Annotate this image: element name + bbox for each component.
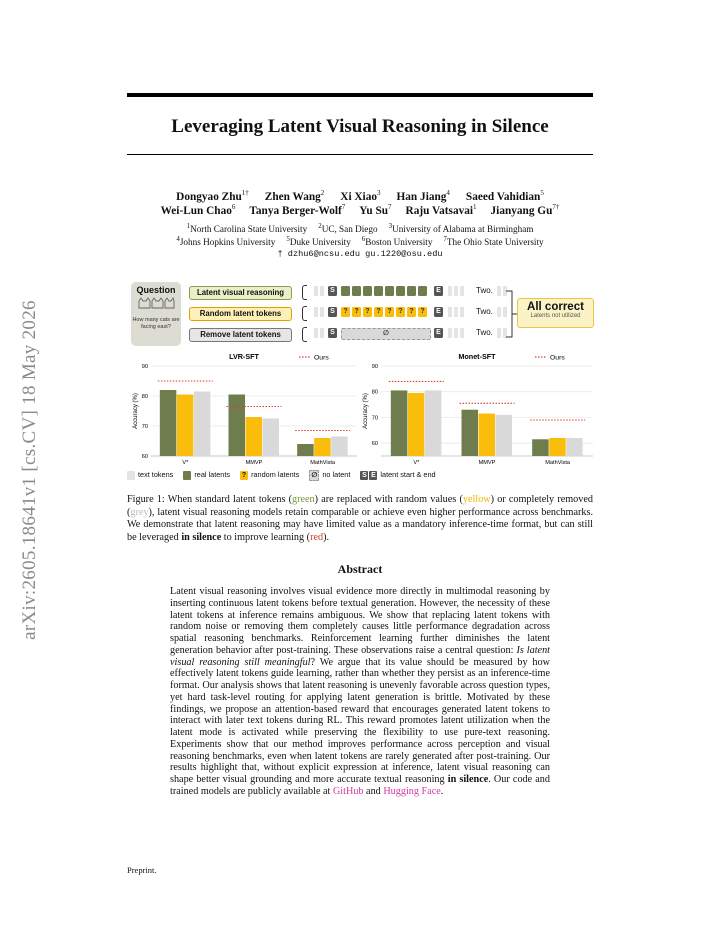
- text-token: [448, 328, 452, 338]
- bar-random-latents: [177, 395, 194, 457]
- preprint-footer: Preprint.: [127, 865, 157, 875]
- title-top-rule: [127, 93, 593, 97]
- y-tick-label: 90: [141, 364, 148, 370]
- row-label: Latent visual reasoning: [189, 286, 292, 300]
- end-token: E: [434, 286, 443, 296]
- cats-icon: [136, 295, 176, 309]
- text-token: [314, 286, 318, 296]
- text-token: [460, 328, 464, 338]
- author-line-1: [127, 189, 593, 203]
- start-token: S: [328, 307, 337, 317]
- affiliation: $^6$Boston University: [361, 235, 433, 248]
- row-answer: Two.: [476, 328, 493, 337]
- row-bracket: [302, 285, 307, 300]
- random-latent-token: ?: [374, 307, 383, 317]
- caption-green: green: [292, 494, 315, 505]
- real-latent-token: [374, 286, 383, 296]
- x-tick-label: V*: [182, 460, 189, 466]
- end-token: E: [434, 328, 443, 338]
- bar-random-latents: [408, 393, 425, 456]
- bar-no-latent: [194, 392, 211, 457]
- figure-legend: [127, 470, 444, 481]
- hugging-face-link[interactable]: Hugging Face: [383, 785, 441, 797]
- caption-yellow: yellow: [462, 494, 491, 505]
- real-latent-token: [418, 286, 427, 296]
- all-correct-subtitle: Latents not utilized: [530, 313, 581, 319]
- all-correct-box: [517, 298, 594, 328]
- x-tick-label: MathVista: [545, 460, 571, 466]
- y-tick-label: 90: [371, 364, 378, 370]
- caption-part: to improve learning (: [221, 531, 311, 543]
- affiliation: $^2$UC, San Diego: [318, 222, 378, 235]
- author: Xi Xiao$^3$: [340, 189, 381, 203]
- caption-part: Figure 1: When standard latent tokens (: [127, 494, 293, 505]
- legend-no-latent-swatch: ∅: [311, 472, 318, 479]
- bar-no-latent: [496, 415, 513, 456]
- text-token: [314, 328, 318, 338]
- text-token: [454, 307, 458, 317]
- bar-no-latent: [425, 390, 442, 456]
- caption-red: red: [310, 531, 324, 543]
- chart-title: LVR-SFT: [229, 352, 259, 361]
- y-tick-label: 80: [141, 394, 148, 400]
- row-bracket: [302, 327, 307, 342]
- legend-text-tokens-swatch: [127, 471, 135, 480]
- caption-part: ), latent visual reasoning models retain comparable or achieve even higher performance across benchmarks. We demonstrate that latent reasoning may have limited value as a mandatory inference-time format, but can still be leveraged: [127, 506, 593, 543]
- abstract-italic: Is latent visual reasoning still meaningful: [170, 644, 551, 668]
- text-token: [320, 328, 324, 338]
- legend-real-latents: real latents: [194, 470, 231, 480]
- real-latent-token: [341, 286, 350, 296]
- text-token: [448, 286, 452, 296]
- affiliations-line-2: [127, 235, 593, 247]
- legend-start-token-swatch: S: [362, 472, 367, 479]
- author: Wei-Lun Chao$^6$: [160, 203, 236, 217]
- bar-random-latents: [246, 417, 263, 456]
- random-latent-token: ?: [396, 307, 405, 317]
- random-latent-token: ?: [407, 307, 416, 317]
- affiliation: $^3$University of Alabama at Birmingham: [388, 222, 534, 235]
- caption-part: ).: [323, 531, 330, 543]
- caption-grey: grey: [130, 506, 149, 518]
- legend-end-token-swatch: E: [371, 472, 376, 479]
- y-axis-label: Accuracy (%): [363, 393, 369, 429]
- legend-start-end: latent start & end: [380, 470, 436, 480]
- row-label: Random latent tokens: [189, 307, 292, 321]
- y-tick-label: 70: [141, 424, 148, 430]
- x-tick-label: MathVista: [310, 460, 336, 466]
- legend-random-latents: random latents: [251, 470, 300, 480]
- real-latent-token: [407, 286, 416, 296]
- text-token: [448, 307, 452, 317]
- abstract-text: . Our code and trained models are publicly available at: [170, 774, 550, 797]
- bar-real-latents: [160, 390, 177, 456]
- random-latent-token: ?: [418, 307, 427, 317]
- affiliation: $^5$Duke University: [286, 235, 351, 248]
- bar-random-latents: [314, 438, 331, 456]
- x-tick-label: MMVP: [245, 460, 263, 466]
- real-latent-token: [363, 286, 372, 296]
- abstract-text: ? We argue that its value should be measured by how effectively latent tokens guide learning, rather than whether they persist as an inference-time format. Our analysis shows that latent reasoning is unevenly favorable across question types, yet hard task-level routing for applying latent generation is brittle. Motivated by these findings, we propose an attention-based reward that encourages generated latent tokens to interact with later text tokens during RL. This reward promotes latent utilization when the latent mode is activated while preserving the flexibility to use pure-text reasoning. Experiments show that our method improves performance across perception and visual reasoning benchmarks, even when latent tokens are rarely generated after post-training. Our results highlight that, without explicit expression at inference, latent visual reasoning can shape better visual grounding and more accurate textual reasoning: [170, 656, 550, 785]
- y-tick-label: 60: [141, 454, 148, 460]
- start-token: S: [328, 286, 337, 296]
- bar-real-latents: [462, 410, 479, 456]
- abstract-heading: Abstract: [337, 562, 383, 576]
- caption-part: ) or completely removed (: [127, 494, 593, 518]
- bar-real-latents: [297, 444, 314, 456]
- author: Jianyang $Gu^{7\dagger}$: [490, 203, 560, 217]
- end-token: E: [434, 307, 443, 317]
- accuracy-charts: [127, 350, 597, 468]
- row-answer: Two.: [476, 307, 493, 316]
- question-box: [131, 282, 181, 346]
- bar-random-latents: [479, 414, 496, 456]
- text-token: [460, 286, 464, 296]
- bar-real-latents: [229, 395, 246, 457]
- empty-latent: ∅: [341, 328, 431, 340]
- bar-no-latent: [566, 438, 583, 456]
- y-tick-label: 60: [371, 441, 378, 448]
- github-link[interactable]: GitHub: [332, 785, 364, 797]
- author-line-2: [127, 203, 593, 217]
- x-tick-label: MMVP: [478, 460, 496, 466]
- text-token: [454, 286, 458, 296]
- x-tick-label: V*: [413, 460, 420, 466]
- y-tick-label: 80: [371, 389, 378, 396]
- all-correct-title: All correct: [527, 301, 584, 313]
- random-latent-token: ?: [352, 307, 361, 317]
- author: Zhen Wang$^2$: [264, 189, 325, 203]
- author: Han Jiang$^4$: [396, 189, 450, 203]
- text-token: [320, 307, 324, 317]
- title-bottom-rule: [127, 154, 593, 155]
- caption-part: ) are replaced with random values (: [314, 494, 463, 505]
- affiliation: $^1$North Carolina State University: [186, 222, 308, 235]
- text-token: [454, 328, 458, 338]
- affiliation: $^7$The Ohio State University: [443, 235, 544, 248]
- row-answer: Two.: [476, 286, 493, 295]
- legend-real-latents-swatch: [183, 471, 191, 480]
- row-bracket: [302, 306, 307, 321]
- random-latent-token: ?: [385, 307, 394, 317]
- bar-no-latent: [331, 437, 348, 457]
- random-latent-token: ?: [363, 307, 372, 317]
- arxiv-watermark: arXiv:2605.18641v1 [cs.CV] 18 May 2026: [19, 300, 40, 640]
- author: Dongyao Zhu$^{1\dagger}$: [176, 189, 249, 203]
- start-token: S: [328, 328, 337, 338]
- abstract-bold: in silence: [447, 774, 489, 785]
- question-text: How many cats are facing east?: [132, 317, 180, 330]
- abstract-text: .: [440, 785, 444, 797]
- text-token: [320, 286, 324, 296]
- text-token: [497, 328, 501, 338]
- author: Yu Su$^7$: [359, 203, 392, 217]
- bar-real-latents: [532, 439, 549, 456]
- author: Tanya Berger-Wolf$^7$: [249, 203, 346, 217]
- ours-legend-label: Ours: [550, 354, 565, 362]
- bar-no-latent: [263, 419, 280, 457]
- y-tick-label: 70: [371, 415, 378, 422]
- question-label: Question: [136, 285, 176, 295]
- legend-random-latents-swatch: ?: [241, 472, 247, 479]
- real-latent-token: [352, 286, 361, 296]
- ours-legend-label: Ours: [314, 354, 329, 362]
- abstract-text: Latent visual reasoning involves visual evidence more directly in multimodal reasoning by inserting continuous latent tokens before textual generation. However, the necessity of these latent tokens at inference remains ambiguous. We show that replacing latent tokens with random noise or removing them completely causes little performance degradation across spatial reasoning benchmarks. Reinforcement learning further diminishes the latent generation behavior after post-training. These observations raise a central question:: [170, 586, 550, 656]
- paper-title: Leveraging Latent Visual Reasoning in Silence: [171, 116, 549, 137]
- author: Saeed Vahidian$^5$: [465, 189, 544, 203]
- y-axis-label: Accuracy (%): [133, 393, 139, 429]
- abstract-text: and: [363, 785, 384, 797]
- affiliations-line-1: [127, 222, 593, 234]
- text-token: [460, 307, 464, 317]
- legend-no-latent: no latent: [322, 470, 351, 480]
- real-latent-token: [385, 286, 394, 296]
- author-emails: † dzhu6@ncsu.edu gu.1220@osu.edu: [277, 249, 443, 259]
- bar-random-latents: [549, 438, 566, 456]
- text-token: [497, 286, 501, 296]
- bar-real-latents: [391, 390, 408, 456]
- text-token: [314, 307, 318, 317]
- abstract-body: [170, 586, 550, 798]
- text-token: [497, 307, 501, 317]
- real-latent-token: [396, 286, 405, 296]
- caption-bold: in silence: [181, 531, 222, 543]
- figure-caption: [127, 494, 593, 544]
- chart-title: Monet-SFT: [458, 352, 496, 361]
- author: Raju Vatsavai$^1$: [405, 203, 477, 217]
- row-label: Remove latent tokens: [189, 328, 292, 342]
- affiliation: $^4$Johns Hopkins University: [176, 235, 276, 248]
- legend-text-tokens: text tokens: [138, 470, 174, 480]
- random-latent-token: ?: [341, 307, 350, 317]
